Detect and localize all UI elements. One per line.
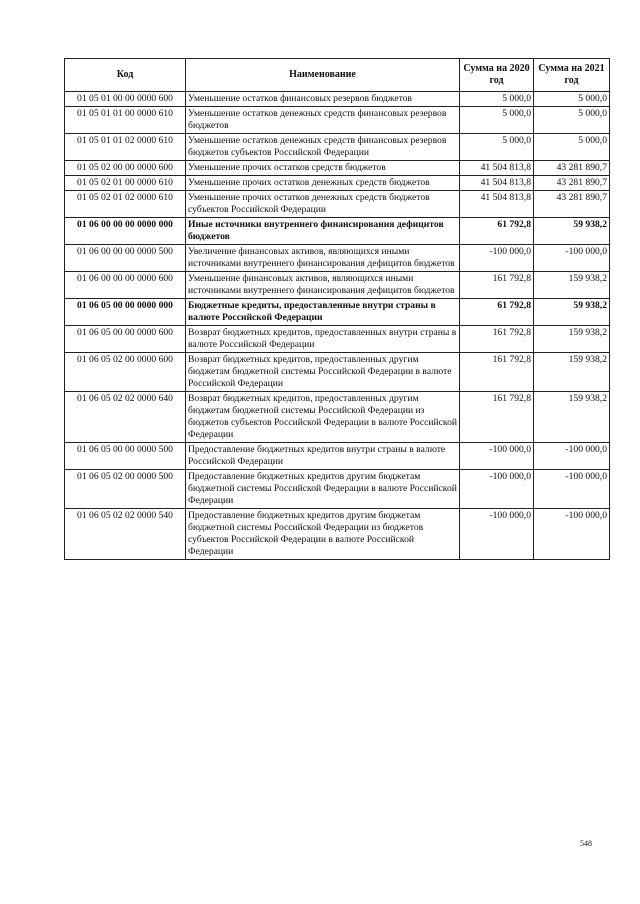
table-row [65,107,610,134]
row-sum-2021: 5 000,0 [534,92,610,107]
row-code: 01 06 00 00 00 0000 500 [65,245,186,272]
row-code: 01 06 05 00 00 0000 600 [65,326,186,353]
row-sum-2021: 159 938,2 [534,392,610,443]
row-code: 01 06 05 02 02 0000 540 [65,509,186,560]
row-sum-2020: 41 504 813,8 [460,161,534,176]
row-sum-2020: 41 504 813,8 [460,176,534,191]
row-code: 01 05 02 01 02 0000 610 [65,191,186,218]
row-name: Увеличение финансовых активов, являющихся иными источниками внутреннего финансирования дефицитов бюджетов [186,245,460,272]
row-code: 01 05 02 00 00 0000 600 [65,161,186,176]
table-row [65,176,610,191]
row-code: 01 05 01 01 00 0000 610 [65,107,186,134]
row-code: 01 06 00 00 00 0000 600 [65,272,186,299]
row-sum-2021: 159 938,2 [534,353,610,392]
table-row [65,218,610,245]
row-name: Уменьшение прочих остатков денежных средств бюджетов субъектов Российской Федерации [186,191,460,218]
table-row [65,353,610,392]
row-sum-2021: -100 000,0 [534,470,610,509]
row-sum-2021: 159 938,2 [534,326,610,353]
row-name: Бюджетные кредиты, предоставленные внутри страны в валюте Российской Федерации [186,299,460,326]
row-code: 01 05 01 00 00 0000 600 [65,92,186,107]
row-name: Уменьшение остатков денежных средств финансовых резервов бюджетов субъектов Российской Федерации [186,134,460,161]
row-sum-2021: -100 000,0 [534,443,610,470]
row-sum-2021: 59 938,2 [534,299,610,326]
row-sum-2020: 61 792,8 [460,299,534,326]
table-row [65,134,610,161]
row-sum-2021: 5 000,0 [534,107,610,134]
budget-sources-table [64,58,610,560]
row-name: Возврат бюджетных кредитов, предоставленных другим бюджетам бюджетной системы Российской Федерации в валюте Российской Федерации [186,353,460,392]
table-row [65,299,610,326]
row-name: Уменьшение финансовых активов, являющихся иными источниками внутреннего финансирования дефицитов бюджетов [186,272,460,299]
row-name: Уменьшение остатков денежных средств финансовых резервов бюджетов [186,107,460,134]
row-code: 01 06 00 00 00 0000 000 [65,218,186,245]
table-row [65,443,610,470]
header-sum-2021: Сумма на 2021 год [534,59,610,92]
row-sum-2020: 161 792,8 [460,272,534,299]
page-number: 548 [580,839,592,848]
row-code: 01 06 05 02 00 0000 600 [65,353,186,392]
row-sum-2021: 43 281 890,7 [534,191,610,218]
row-name: Уменьшение прочих остатков денежных средств бюджетов [186,176,460,191]
row-name: Иные источники внутреннего финансирования дефицитов бюджетов [186,218,460,245]
table-row [65,470,610,509]
row-name: Предоставление бюджетных кредитов внутри страны в валюте Российской Федерации [186,443,460,470]
row-sum-2020: 5 000,0 [460,92,534,107]
row-name: Предоставление бюджетных кредитов другим бюджетам бюджетной системы Российской Федерации в валюте Российской Федерации [186,470,460,509]
row-code: 01 05 02 01 00 0000 610 [65,176,186,191]
row-name: Предоставление бюджетных кредитов другим бюджетам бюджетной системы Российской Федерации из бюджетов субъектов Российской Федерации в валюте Российской Федерации [186,509,460,560]
row-code: 01 06 05 02 00 0000 500 [65,470,186,509]
table-row [65,392,610,443]
row-sum-2020: 161 792,8 [460,353,534,392]
header-name: Наименование [186,59,460,92]
row-sum-2020: 161 792,8 [460,326,534,353]
header-sum-2020: Сумма на 2020 год [460,59,534,92]
row-sum-2020: 41 504 813,8 [460,191,534,218]
row-sum-2021: 59 938,2 [534,218,610,245]
row-sum-2020: -100 000,0 [460,245,534,272]
row-name: Возврат бюджетных кредитов, предоставленных внутри страны в валюте Российской Федерации [186,326,460,353]
row-code: 01 06 05 02 02 0000 640 [65,392,186,443]
table-body [65,92,610,560]
table-row [65,272,610,299]
table-header-row [65,59,610,92]
row-sum-2020: 161 792,8 [460,392,534,443]
table-row [65,92,610,107]
row-sum-2021: 43 281 890,7 [534,161,610,176]
row-sum-2020: -100 000,0 [460,509,534,560]
row-sum-2020: 5 000,0 [460,107,534,134]
table-row [65,245,610,272]
header-code: Код [65,59,186,92]
row-sum-2021: -100 000,0 [534,245,610,272]
row-sum-2021: 159 938,2 [534,272,610,299]
row-sum-2020: -100 000,0 [460,470,534,509]
row-name: Уменьшение прочих остатков средств бюджетов [186,161,460,176]
row-name: Возврат бюджетных кредитов, предоставленных другим бюджетам бюджетной системы Российской Федерации из бюджетов субъектов Российской Федерации в валюте Российской Федерации [186,392,460,443]
row-sum-2021: -100 000,0 [534,509,610,560]
row-sum-2021: 43 281 890,7 [534,176,610,191]
row-sum-2020: 61 792,8 [460,218,534,245]
row-code: 01 06 05 00 00 0000 500 [65,443,186,470]
table-row [65,191,610,218]
row-code: 01 06 05 00 00 0000 000 [65,299,186,326]
table-row [65,509,610,560]
row-sum-2021: 5 000,0 [534,134,610,161]
row-code: 01 05 01 01 02 0000 610 [65,134,186,161]
table-row [65,161,610,176]
table-row [65,326,610,353]
row-sum-2020: 5 000,0 [460,134,534,161]
row-name: Уменьшение остатков финансовых резервов бюджетов [186,92,460,107]
row-sum-2020: -100 000,0 [460,443,534,470]
